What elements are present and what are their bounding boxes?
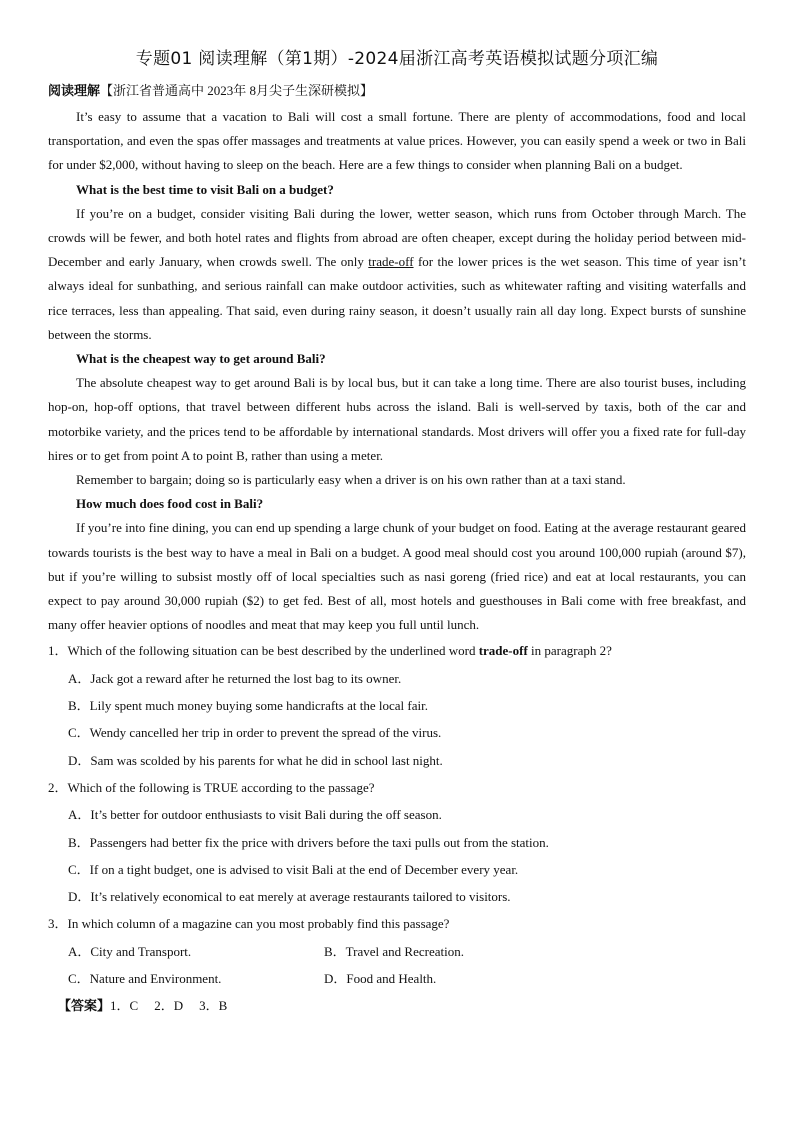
q2-option-d: D．It’s relatively economical to eat merely at average restaurants tailored to visitors.	[68, 889, 511, 905]
q3-option-c: C．Nature and Environment.	[68, 971, 222, 987]
q1-option-a: A．Jack got a reward after he returned the lost bag to its owner.	[68, 670, 402, 686]
q1-text-after: in paragraph 2?	[527, 643, 612, 659]
answer-2: 2．D	[154, 998, 184, 1014]
question-2: 2．Which of the following is TRUE according to the passage?	[48, 779, 375, 795]
passage-heading-2: What is the cheapest way to get around Bali?	[76, 351, 326, 367]
q1-text-before: 1．Which of the following situation can be best described by the underlined word	[48, 643, 479, 659]
q3-options-row-2	[48, 965, 746, 992]
q3-options-row-1	[48, 938, 746, 965]
passage-paragraph-5: If you’re into fine dining, you can end up spending a large chunk of your budget on food. Eating at the average restaurant geared towards tourists is the best way to have a meal in Bali on a budget. A good meal should cost you around 100,000 rupiah (around $7), but if you’re willing to subsist mostly off of local specialties such as nasi goreng (fried rice) and eat at local restaurants, you can expect to pay around 30,000 rupiah ($2) to get fed. Best of all, most hotels and guesthouses in Bali come with free breakfast, and many offer heavier options of noodles and meat that may keep you full until lunch.	[48, 520, 746, 633]
page-title: 专题01 阅读理解（第1期）-2024届浙江高考英语模拟试题分项汇编	[135, 49, 659, 69]
document-page	[48, 44, 746, 1019]
q1-option-b: B．Lily spent much money buying some handicrafts at the local fair.	[68, 698, 428, 714]
q3-option-d: D．Food and Health.	[324, 971, 437, 987]
q3-option-b: B．Travel and Recreation.	[324, 943, 464, 959]
question-1	[48, 637, 746, 664]
q1-option-d: D．Sam was scolded by his parents for what he did in school last night.	[68, 752, 443, 768]
q2-option-b: B．Passengers had better fix the price with drivers before the taxi pulls out from the station.	[68, 834, 549, 850]
passage-paragraph-4: Remember to bargain; doing so is particularly easy when a driver is on his own rather than at a taxi stand.	[76, 472, 626, 488]
answer-label: 【答案】	[58, 998, 111, 1014]
section-label: 阅读理解	[48, 83, 101, 98]
q2-option-a: A．It’s better for outdoor enthusiasts to visit Bali during the off season.	[68, 807, 442, 823]
q1-option-c: C．Wendy cancelled her trip in order to prevent the spread of the virus.	[68, 725, 442, 741]
passage-paragraph-1: It’s easy to assume that a vacation to Bali will cost a small fortune. There are plenty of accommodations, food and local transportation, and even the spas offer massages and treatments at value prices. However, you can easily spend a week or two in Bali for under $2,000, without having to sleep on the beach. Here are a few things to consider when planning Bali on a budget.	[48, 109, 746, 173]
p2-text-after: for the lower prices is the wet season. This time of year isn’t always ideal for sunbathing, and serious rainfall can make outdoor activities, such as whitewater rafting and visiting waterfalls and rice terraces, less than appealing. That said, even during rainy season, it doesn’t usually rain all day long. Expect bursts of sunshine between the storms.	[48, 254, 747, 342]
passage-paragraph-2	[48, 202, 746, 347]
q1-bold-word: trade-off	[478, 643, 528, 659]
answer-3: 3．B	[199, 998, 228, 1014]
q2-option-c: C．If on a tight budget, one is advised to visit Bali at the end of December every year.	[68, 861, 519, 877]
passage-heading-1: What is the best time to visit Bali on a budget?	[76, 181, 334, 197]
underlined-word: trade-off	[368, 254, 414, 270]
source-text: 【浙江省普通高中 2023年 8月尖子生深研模拟】	[100, 83, 374, 98]
p2-text-before: If you’re on a budget, consider visiting Bali during the lower, wetter season, which runs from October through March. The crowds will be fewer, and both hotel rates and flights from abroad are often cheaper, except during the holiday period between mid-December and early January, when crowds swell. The only	[48, 205, 746, 270]
passage-paragraph-3: The absolute cheapest way to get around Bali is by local bus, but it can take a long time. There are also tourist buses, including hop-on, hop-off options, that travel between different hubs across the island. Bali is well-served by taxis, both of the car and motorbike variety, and the prices tend to be affordable by international standards. Most drivers will offer you a fixed rate for full-day hires or to get from point A to point B, rather than using a meter.	[48, 375, 746, 463]
q3-option-a: A．City and Transport.	[68, 943, 192, 959]
question-3: 3．In which column of a magazine can you most probably find this passage?	[48, 916, 450, 932]
source-line	[48, 81, 746, 101]
answer-line	[48, 992, 746, 1019]
passage-heading-3: How much does food cost in Bali?	[76, 496, 264, 512]
answer-1: 1．C	[110, 998, 139, 1014]
